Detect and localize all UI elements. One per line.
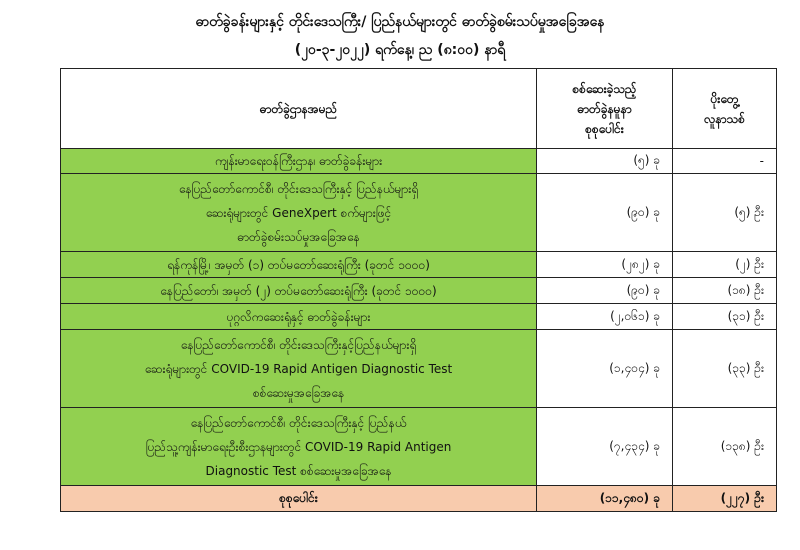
table-row <box>61 408 777 486</box>
title-line-2: (၂၀-၃-၂၀၂၂) ရက်နေ့၊ ည (၈:၀၀) နာရီ <box>294 42 506 58</box>
row-positive: (၅) ဦး <box>673 174 777 252</box>
row-name <box>61 408 537 486</box>
header-tested <box>537 69 673 149</box>
row-name-line: ဓာတ်ခွဲစမ်းသပ်မှုအခြေအနေ <box>237 229 360 244</box>
row-tested: (၁,၄၀၄) ခု <box>537 330 673 408</box>
table-row <box>61 174 777 252</box>
total-label: စုစုပေါင်း <box>61 486 537 512</box>
testing-table <box>60 68 777 512</box>
row-name-line: ပုဂ္ဂလိကဆေးရုံနှင့် ဓာတ်ခွဲခန်းများ <box>226 309 371 324</box>
row-tested: (၉၀) ခု <box>537 174 673 252</box>
row-positive: (၁၈) ဦး <box>673 278 777 304</box>
total-tested: (၁၁,၄၈၀) ခု <box>537 486 673 512</box>
row-name-line: ဆေးရုံများတွင် GeneXpert စက်များဖြင့် <box>205 205 392 220</box>
row-name-line: စစ်ဆေးမှုအခြေအနေ <box>252 385 345 400</box>
row-name <box>61 330 537 408</box>
row-name-line: နေပြည်တော်ကောင်စီ၊ တိုင်းဒေသကြီးနှင့် ပြည်နယ် <box>190 415 407 430</box>
row-positive: (၁၃၈) ဦး <box>673 408 777 486</box>
total-row <box>61 486 777 512</box>
row-name-line: ကျန်းမာရေးဝန်ကြီးဌာန၊ ဓာတ်ခွဲခန်းများ <box>214 154 383 168</box>
row-name <box>61 149 537 174</box>
header-tested-line: ဓာတ်ခွဲနမူနာ <box>577 101 632 116</box>
header-positive-line: လူနာသစ် <box>704 111 745 126</box>
row-name-line: ရန်ကုန်မြို့၊ အမှတ် (၁) တပ်မတော်ဆေးရုံကြီး (ခုတင် ၁၀၀၀) <box>167 257 430 272</box>
row-tested: (၉၀) ခု <box>537 278 673 304</box>
total-positive: (၂၂၇) ဦး <box>673 486 777 512</box>
title-line-1: ဓာတ်ခွဲခန်းများနှင့် တိုင်းဒေသကြီး/ ပြည်နယ်များတွင် ဓာတ်ခွဲစမ်းသပ်မှုအခြေအနေ <box>195 14 605 30</box>
header-tested-line: စုစုပေါင်း <box>585 121 624 136</box>
row-tested: (၇,၄၃၄) ခု <box>537 408 673 486</box>
row-name-line: ပြည်သူ့ကျန်းမာရေးဦးစီးဌာနများတွင် COVID-19 Rapid Antigen <box>145 439 452 454</box>
table-header-row <box>61 69 777 149</box>
table-row <box>61 252 777 278</box>
row-positive: (၃၃) ဦး <box>673 330 777 408</box>
row-name <box>61 278 537 304</box>
table-row <box>61 278 777 304</box>
row-name-line: ဆေးရုံများတွင် COVID-19 Rapid Antigen Diagnostic Test <box>144 361 453 376</box>
row-tested: (၂,၀၆၁) ခု <box>537 304 673 330</box>
row-positive: - <box>673 149 777 174</box>
header-positive-line: ပိုးတွေ့ <box>710 91 739 106</box>
row-name-line: Diagnostic Test စစ်ဆေးမှုအခြေအနေ <box>205 463 392 478</box>
row-name-line: နေပြည်တော်ကောင်စီ၊ တိုင်းဒေသကြီးနှင့် ပြည်နယ်များရှိ <box>178 181 419 196</box>
row-positive: (၂) ဦး <box>673 252 777 278</box>
row-positive: (၃၁) ဦး <box>673 304 777 330</box>
row-tested: (၅) ခု <box>537 149 673 174</box>
row-tested: (၂၈၂) ခု <box>537 252 673 278</box>
row-name <box>61 252 537 278</box>
header-tested-line: စစ်ဆေးခဲ့သည့် <box>572 81 637 96</box>
table-row <box>61 304 777 330</box>
table-row <box>61 330 777 408</box>
row-name <box>61 174 537 252</box>
table-row <box>61 149 777 174</box>
row-name <box>61 304 537 330</box>
header-positive <box>673 69 777 149</box>
row-name-line: နေပြည်တော်ကောင်စီ၊ တိုင်းဒေသကြီးနှင့်ပြည်နယ်များရှိ <box>180 337 417 352</box>
row-name-line: နေပြည်တော်၊ အမှတ် (၂) တပ်မတော်ဆေးရုံကြီး (ခုတင် ၁၀၀၀) <box>160 283 437 298</box>
header-lab-name: ဓာတ်ခွဲဌာနအမည် <box>61 69 537 149</box>
